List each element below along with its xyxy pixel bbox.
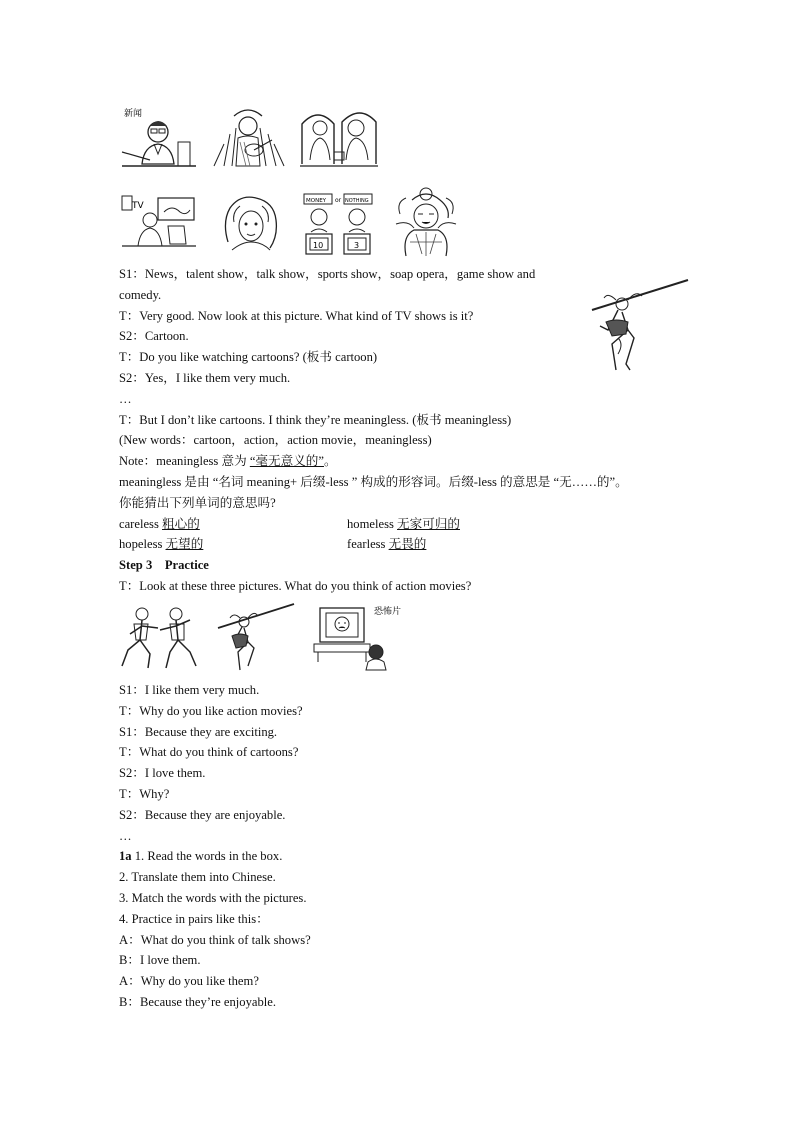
kung-fu-fighters-picture bbox=[120, 604, 198, 672]
dialog2-line: T：What do you think of cartoons? bbox=[119, 745, 299, 759]
score-left: 10 bbox=[313, 241, 324, 250]
task-1a-step1: 1. Read the words in the box. bbox=[131, 849, 283, 863]
vocab-answer: 无畏的 bbox=[388, 537, 427, 551]
task-1a-step: 3. Match the words with the pictures. bbox=[119, 891, 307, 905]
talk-show-picture bbox=[298, 104, 380, 172]
pair-dialog-line: B：Because they’re enjoyable. bbox=[119, 995, 277, 1009]
pair-dialog-line: A：Why do you like them? bbox=[119, 974, 259, 988]
score-right: 3 bbox=[354, 241, 360, 250]
tv-label: TV bbox=[132, 201, 144, 211]
vocab-hopeless bbox=[119, 536, 203, 552]
vocab-answer: 粗心的 bbox=[162, 517, 200, 531]
vocab-word: homeless bbox=[347, 517, 398, 531]
horror-tv-picture bbox=[310, 602, 402, 672]
monkey-king-small-picture bbox=[216, 600, 296, 672]
tv-reporter-picture bbox=[120, 192, 198, 250]
horror-label: 恐怖片 bbox=[374, 607, 402, 617]
game-show-picture bbox=[302, 190, 374, 256]
dialog2-ellipsis: … bbox=[119, 829, 132, 843]
dialog-t1-line: T：Very good. Now look at this picture. What kind of TV shows is it? bbox=[119, 309, 474, 323]
vocab-homeless bbox=[347, 516, 460, 532]
opera-mask-picture bbox=[392, 184, 460, 258]
news-label: 新闻 bbox=[124, 109, 143, 119]
new-words-line: (New words：cartoon，action，action movie，meaningless) bbox=[119, 433, 432, 447]
dialog2-line: S2：I love them. bbox=[119, 766, 206, 780]
vocab-word: hopeless bbox=[119, 537, 166, 551]
dialog-s1-line-cont: comedy. bbox=[119, 288, 162, 302]
step3-teacher-line: T：Look at these three pictures. What do you think of action movies? bbox=[119, 579, 472, 593]
vocab-word: fearless bbox=[347, 537, 389, 551]
dialog2-line: T：Why? bbox=[119, 787, 170, 801]
dialog2-line: S1：Because they are exciting. bbox=[119, 725, 278, 739]
guess-question-line: 你能猜出下列单词的意思吗? bbox=[119, 496, 276, 510]
note-line bbox=[119, 453, 337, 469]
pair-dialog-line: A：What do you think of talk shows? bbox=[119, 933, 311, 947]
task-1a-step: 2. Translate them into Chinese. bbox=[119, 870, 276, 884]
vocab-word: careless bbox=[119, 517, 163, 531]
note-meaning: “毫无意义的” bbox=[249, 454, 324, 468]
dialog-t2-line: T：Do you like watching cartoons? (板书 cartoon) bbox=[119, 350, 378, 364]
monkey-king-picture bbox=[588, 274, 692, 374]
dialog-t3-line: T：But I don’t like cartoons. I think they’re meaningless. (板书 meaningless) bbox=[119, 413, 512, 427]
vocab-answer: 无望的 bbox=[165, 537, 204, 551]
vocab-fearless bbox=[347, 536, 426, 552]
note-suffix: 。 bbox=[323, 454, 337, 468]
task-1a-line bbox=[119, 848, 282, 864]
dialog-s1-line: S1：News，talent show，talk show，sports show，soap opera，game show and bbox=[119, 267, 536, 281]
dialog-s2-line: S2：Cartoon. bbox=[119, 329, 189, 343]
vocab-careless bbox=[119, 516, 200, 532]
or-sign: or bbox=[335, 197, 342, 204]
dialog2-line: S1：I like them very much. bbox=[119, 683, 260, 697]
pair-dialog-line: B：I love them. bbox=[119, 953, 201, 967]
news-anchor-picture bbox=[120, 104, 198, 172]
money-sign: MONEY bbox=[306, 198, 327, 204]
vocab-answer: 无家可归的 bbox=[397, 517, 460, 531]
note-prefix: Note：meaningless 意为 bbox=[119, 454, 247, 468]
dialog-s2-answer-line: S2：Yes，I like them very much. bbox=[119, 371, 291, 385]
ellipsis-line: … bbox=[119, 392, 132, 406]
soap-opera-picture bbox=[218, 192, 282, 254]
task-1a-step: 4. Practice in pairs like this： bbox=[119, 912, 269, 926]
step3-heading: Step 3 Practice bbox=[119, 558, 209, 572]
nothing-sign: NOTHING bbox=[345, 198, 369, 204]
talent-show-picture bbox=[210, 104, 286, 172]
suffix-explanation-line: meaningless 是由 “名词 meaning+ 后缀-less ” 构成的形容词。后缀-less 的意思是 “无……的”。 bbox=[119, 475, 628, 489]
dialog2-line: S2：Because they are enjoyable. bbox=[119, 808, 286, 822]
dialog2-line: T：Why do you like action movies? bbox=[119, 704, 303, 718]
task-1a-tag: 1a bbox=[119, 849, 132, 863]
